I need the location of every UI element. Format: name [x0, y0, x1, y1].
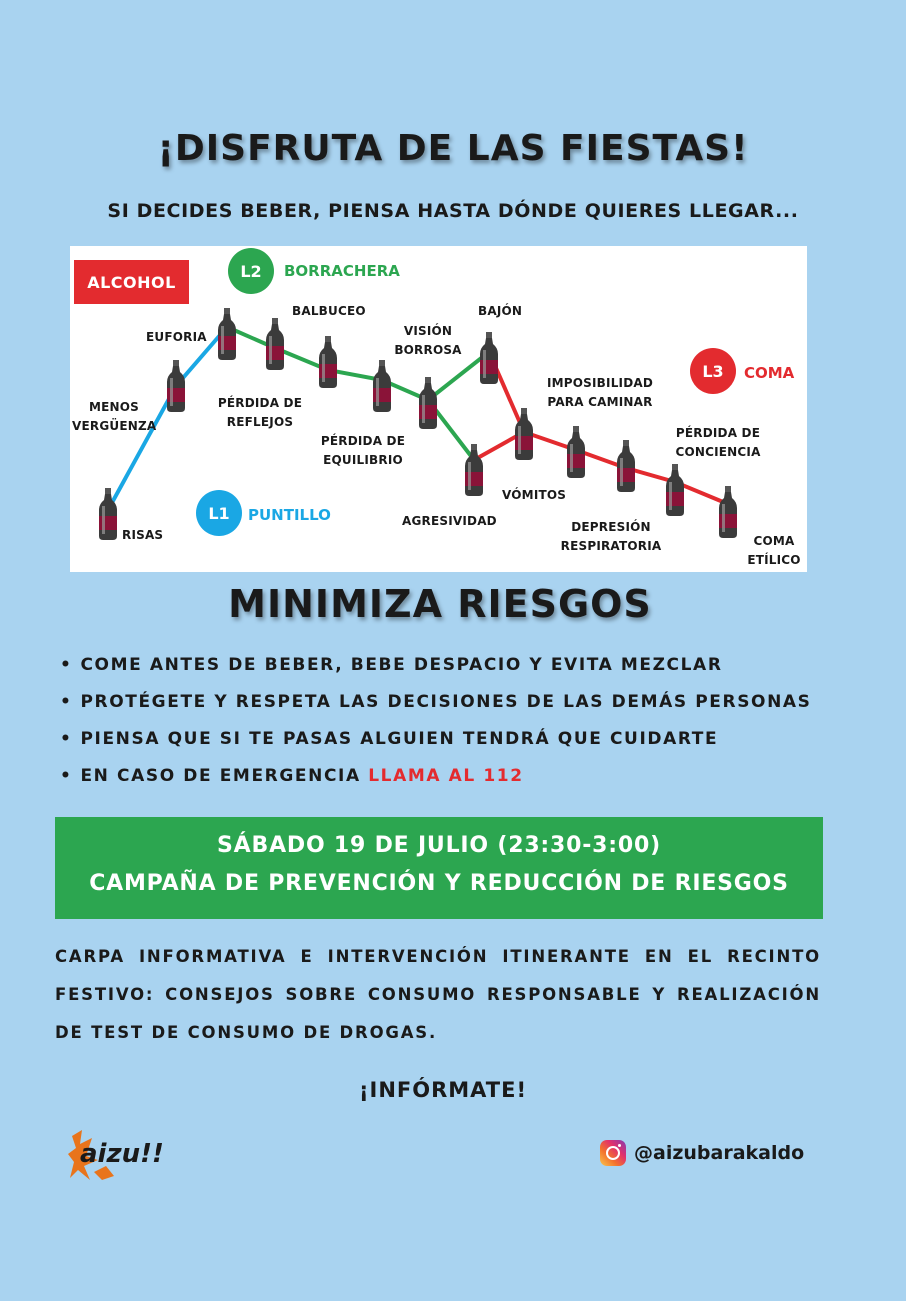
bottle-icon [666, 464, 684, 516]
bottle-icon [167, 360, 185, 412]
event-date: SÁBADO 19 DE JULIO (23:30-3:00) [217, 833, 661, 858]
level-l1-name: PUNTILLO [248, 506, 331, 524]
stage-risas: RISAS [122, 528, 164, 542]
poster-subtitle: SI DECIDES BEBER, PIENSA HASTA DÓNDE QUIERES LLEGAR... [107, 200, 799, 222]
stage-vomitos: VÓMITOS [502, 488, 567, 502]
stage-euforia: EUFORIA [146, 330, 207, 344]
stage-balbuceo: BALBUCEO [292, 304, 366, 318]
emergency-call-text: LLAMA AL 112 [368, 766, 524, 786]
bottle-icon [617, 440, 635, 492]
level-l1-badge: L1 [196, 490, 242, 536]
bottle-icon [266, 318, 284, 370]
level-l3-badge: L3 [690, 348, 736, 394]
stage-perdida-conciencia: PÉRDIDA DE CONCIENCIA [675, 426, 761, 459]
bottle-icon [218, 308, 236, 360]
bottle-icon [419, 377, 437, 429]
poster-title: ¡DISFRUTA DE LAS FIESTAS! [157, 128, 749, 169]
stage-depresion-respiratoria: DEPRESIÓN RESPIRATORIA [560, 520, 662, 553]
minimize-risks-title: MINIMIZA RIESGOS [228, 582, 652, 626]
call-to-action: ¡INFÓRMATE! [358, 1078, 528, 1102]
instagram-icon [600, 1140, 626, 1166]
level-l2-badge: L2 [228, 248, 274, 294]
bottle-icon [373, 360, 391, 412]
event-banner [55, 817, 823, 919]
tip-item: • PROTÉGETE Y RESPETA LAS DECISIONES DE LAS DEMÁS PERSONAS [60, 692, 812, 712]
campaign-name: CAMPAÑA DE PREVENCIÓN Y REDUCCIÓN DE RIESGOS [89, 871, 789, 896]
stage-vision-borrosa: VISIÓN BORROSA [394, 324, 462, 357]
stage-menos-verguenza: MENOS VERGÜENZA [72, 400, 157, 433]
tip-item-emergency: • EN CASO DE EMERGENCIA LLAMA AL 112 [60, 766, 524, 786]
tip-item: • COME ANTES DE BEBER, BEBE DESPACIO Y EVITA MEZCLAR [60, 655, 723, 675]
svg-text:aizu!!: aizu!! [80, 1139, 164, 1169]
stage-imposibilidad-caminar: IMPOSIBILIDAD PARA CAMINAR [546, 376, 654, 409]
instagram-handle: @aizubarakaldo [634, 1142, 805, 1164]
stage-coma-etilico: COMA ETÍLICO [747, 534, 801, 567]
bottle-icon [319, 336, 337, 388]
level-l2-name: BORRACHERA [284, 262, 400, 280]
stage-agresividad: AGRESIVIDAD [402, 514, 497, 528]
event-description: CARPA INFORMATIVA E INTERVENCIÓN ITINERANTE EN EL RECINTO FESTIVO: CONSEJOS SOBRE CONSUMO RESPONSABLE Y REALIZACIÓN DE TEST DE CONSUMO DE DROGAS. [55, 947, 821, 1042]
stage-bajon: BAJÓN [478, 304, 523, 318]
bottle-icon [567, 426, 585, 478]
alcohol-badge: ALCOHOL [74, 260, 189, 304]
social-handle[interactable] [600, 1138, 804, 1168]
alcohol-levels-infographic [70, 246, 807, 572]
tips-list [60, 650, 812, 798]
level-l3-name: COMA [744, 364, 795, 382]
stage-perdida-reflejos: PÉRDIDA DE REFLEJOS [217, 396, 303, 429]
aizu-logo [68, 1126, 183, 1184]
bottle-icon [719, 486, 737, 538]
bottle-icon [480, 332, 498, 384]
stage-perdida-equilibrio: PÉRDIDA DE EQUILIBRIO [320, 434, 406, 467]
tip-item: • PIENSA QUE SI TE PASAS ALGUIEN TENDRÁ QUE CUIDARTE [60, 729, 719, 749]
